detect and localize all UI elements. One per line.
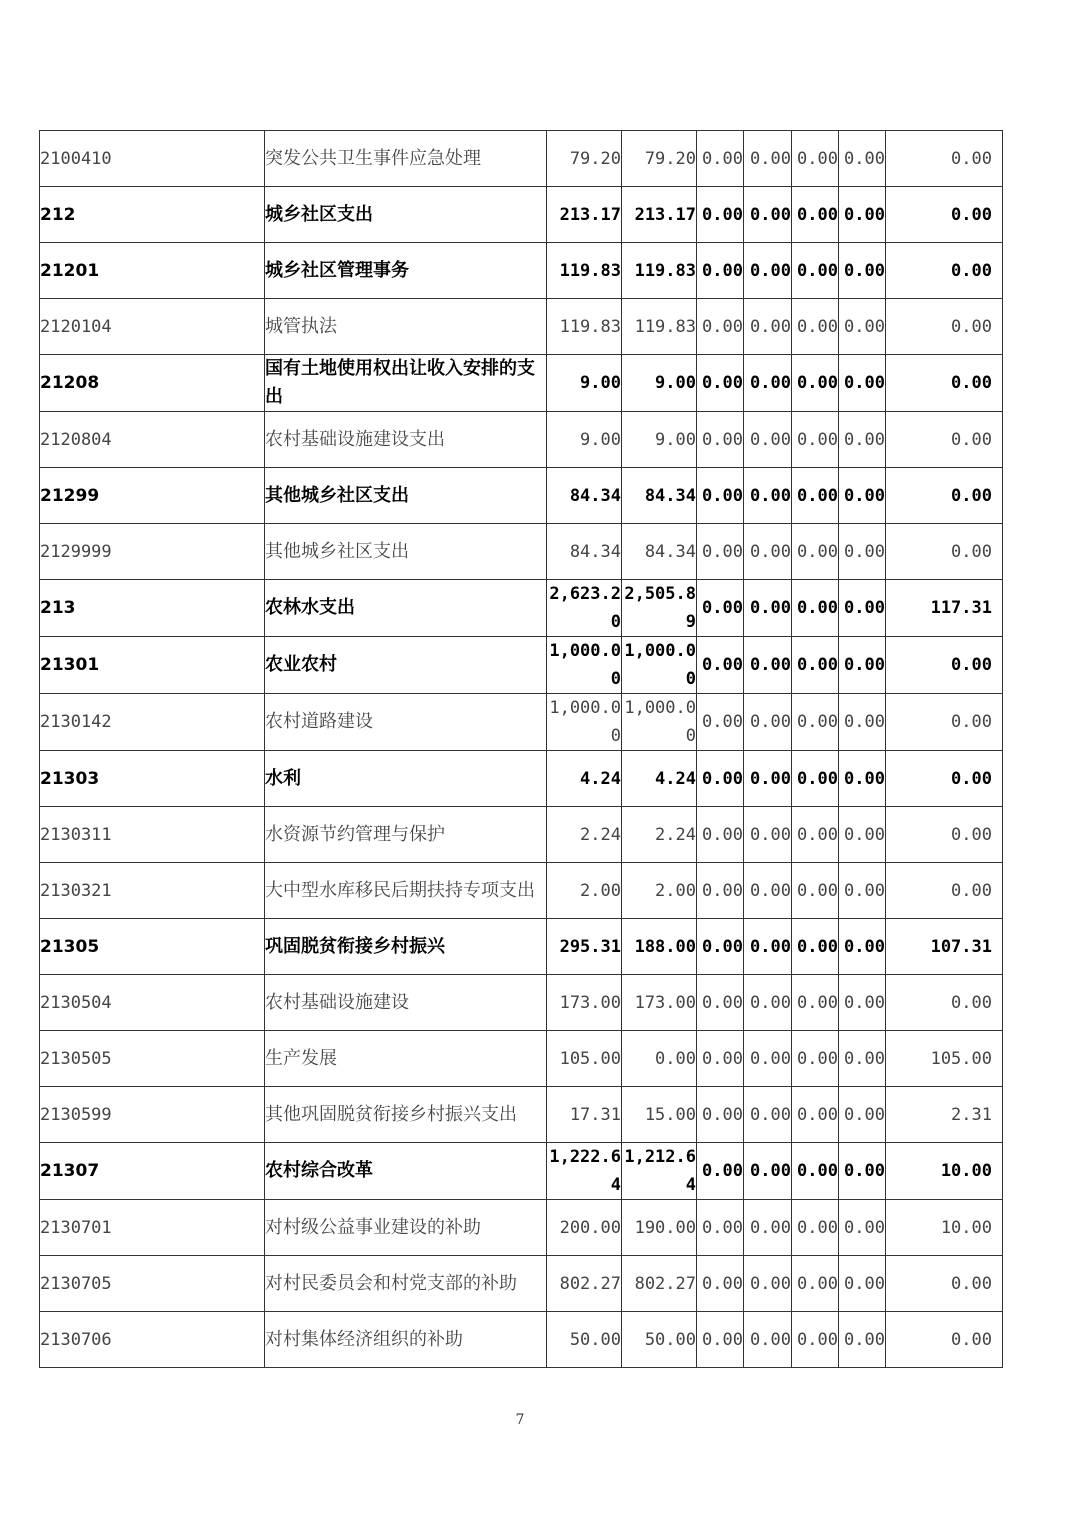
basic-expenditure: 2,505.89 <box>622 580 697 637</box>
subject-code: 21201 <box>40 243 265 299</box>
subject-name: 农村道路建设 <box>265 694 547 751</box>
project-expenditure: 0.00 <box>886 694 1003 751</box>
col-5-amount: 0.00 <box>792 637 839 694</box>
project-expenditure: 2.31 <box>886 1087 1003 1143</box>
col-4-amount: 0.00 <box>744 637 792 694</box>
col-4-amount: 0.00 <box>744 807 792 863</box>
subject-name: 对村民委员会和村党支部的补助 <box>265 1256 547 1312</box>
col-6-amount: 0.00 <box>839 863 886 919</box>
table-row <box>40 580 1003 637</box>
col-4-amount: 0.00 <box>744 1087 792 1143</box>
col-5-amount: 0.00 <box>792 919 839 975</box>
basic-expenditure: 119.83 <box>622 299 697 355</box>
col-4-amount: 0.00 <box>744 1312 792 1368</box>
col-4-amount: 0.00 <box>744 355 792 412</box>
table-row <box>40 1143 1003 1200</box>
col-6-amount: 0.00 <box>839 131 886 187</box>
col-6-amount: 0.00 <box>839 975 886 1031</box>
project-expenditure: 0.00 <box>886 187 1003 243</box>
total-amount: 9.00 <box>547 355 622 412</box>
project-expenditure: 0.00 <box>886 975 1003 1031</box>
project-expenditure: 0.00 <box>886 355 1003 412</box>
subject-name: 对村集体经济组织的补助 <box>265 1312 547 1368</box>
page-number: 7 <box>515 1412 525 1428</box>
col-4-amount: 0.00 <box>744 131 792 187</box>
col-3-amount: 0.00 <box>697 1312 744 1368</box>
col-3-amount: 0.00 <box>697 524 744 580</box>
col-5-amount: 0.00 <box>792 1200 839 1256</box>
subject-code: 2130706 <box>40 1312 265 1368</box>
col-3-amount: 0.00 <box>697 243 744 299</box>
col-3-amount: 0.00 <box>697 863 744 919</box>
col-3-amount: 0.00 <box>697 1143 744 1200</box>
basic-expenditure: 15.00 <box>622 1087 697 1143</box>
total-amount: 1,000.00 <box>547 694 622 751</box>
basic-expenditure: 173.00 <box>622 975 697 1031</box>
project-expenditure: 105.00 <box>886 1031 1003 1087</box>
table-row <box>40 1031 1003 1087</box>
project-expenditure: 0.00 <box>886 468 1003 524</box>
table-row <box>40 975 1003 1031</box>
col-5-amount: 0.00 <box>792 131 839 187</box>
col-5-amount: 0.00 <box>792 524 839 580</box>
col-3-amount: 0.00 <box>697 751 744 807</box>
subject-code: 2130599 <box>40 1087 265 1143</box>
subject-name: 农村基础设施建设 <box>265 975 547 1031</box>
project-expenditure: 0.00 <box>886 1312 1003 1368</box>
col-4-amount: 0.00 <box>744 1256 792 1312</box>
project-expenditure: 0.00 <box>886 863 1003 919</box>
col-5-amount: 0.00 <box>792 751 839 807</box>
total-amount: 84.34 <box>547 524 622 580</box>
project-expenditure: 0.00 <box>886 751 1003 807</box>
table-row <box>40 355 1003 412</box>
total-amount: 17.31 <box>547 1087 622 1143</box>
col-4-amount: 0.00 <box>744 243 792 299</box>
subject-code: 2130321 <box>40 863 265 919</box>
subject-code: 21301 <box>40 637 265 694</box>
table-row <box>40 1312 1003 1368</box>
project-expenditure: 0.00 <box>886 1256 1003 1312</box>
col-5-amount: 0.00 <box>792 1031 839 1087</box>
table-row <box>40 412 1003 468</box>
project-expenditure: 0.00 <box>886 637 1003 694</box>
total-amount: 200.00 <box>547 1200 622 1256</box>
col-5-amount: 0.00 <box>792 1312 839 1368</box>
subject-name: 其他巩固脱贫衔接乡村振兴支出 <box>265 1087 547 1143</box>
total-amount: 84.34 <box>547 468 622 524</box>
basic-expenditure: 50.00 <box>622 1312 697 1368</box>
table-row <box>40 299 1003 355</box>
col-4-amount: 0.00 <box>744 1031 792 1087</box>
subject-code: 212 <box>40 187 265 243</box>
col-6-amount: 0.00 <box>839 751 886 807</box>
table-row <box>40 807 1003 863</box>
subject-code: 2100410 <box>40 131 265 187</box>
subject-code: 2120104 <box>40 299 265 355</box>
col-6-amount: 0.00 <box>839 580 886 637</box>
total-amount: 50.00 <box>547 1312 622 1368</box>
total-amount: 9.00 <box>547 412 622 468</box>
col-6-amount: 0.00 <box>839 1200 886 1256</box>
col-6-amount: 0.00 <box>839 1312 886 1368</box>
subject-name: 水利 <box>265 751 547 807</box>
total-amount: 802.27 <box>547 1256 622 1312</box>
subject-name: 生产发展 <box>265 1031 547 1087</box>
col-6-amount: 0.00 <box>839 694 886 751</box>
col-3-amount: 0.00 <box>697 580 744 637</box>
total-amount: 79.20 <box>547 131 622 187</box>
col-3-amount: 0.00 <box>697 919 744 975</box>
total-amount: 173.00 <box>547 975 622 1031</box>
col-4-amount: 0.00 <box>744 975 792 1031</box>
col-4-amount: 0.00 <box>744 919 792 975</box>
col-6-amount: 0.00 <box>839 1143 886 1200</box>
basic-expenditure: 802.27 <box>622 1256 697 1312</box>
total-amount: 119.83 <box>547 243 622 299</box>
basic-expenditure: 2.24 <box>622 807 697 863</box>
table-row <box>40 131 1003 187</box>
col-5-amount: 0.00 <box>792 807 839 863</box>
subject-name: 其他城乡社区支出 <box>265 524 547 580</box>
budget-table <box>39 130 1003 1368</box>
col-5-amount: 0.00 <box>792 694 839 751</box>
subject-name: 巩固脱贫衔接乡村振兴 <box>265 919 547 975</box>
total-amount: 119.83 <box>547 299 622 355</box>
basic-expenditure: 2.00 <box>622 863 697 919</box>
col-4-amount: 0.00 <box>744 187 792 243</box>
subject-code: 2130142 <box>40 694 265 751</box>
col-4-amount: 0.00 <box>744 468 792 524</box>
total-amount: 2.00 <box>547 863 622 919</box>
col-5-amount: 0.00 <box>792 1143 839 1200</box>
col-6-amount: 0.00 <box>839 299 886 355</box>
subject-name: 其他城乡社区支出 <box>265 468 547 524</box>
basic-expenditure: 119.83 <box>622 243 697 299</box>
col-5-amount: 0.00 <box>792 1256 839 1312</box>
subject-name: 农业农村 <box>265 637 547 694</box>
subject-name: 农村综合改革 <box>265 1143 547 1200</box>
total-amount: 2,623.20 <box>547 580 622 637</box>
subject-code: 213 <box>40 580 265 637</box>
col-6-amount: 0.00 <box>839 919 886 975</box>
total-amount: 2.24 <box>547 807 622 863</box>
subject-code: 21208 <box>40 355 265 412</box>
subject-name: 城管执法 <box>265 299 547 355</box>
col-6-amount: 0.00 <box>839 807 886 863</box>
subject-name: 突发公共卫生事件应急处理 <box>265 131 547 187</box>
col-4-amount: 0.00 <box>744 524 792 580</box>
project-expenditure: 0.00 <box>886 807 1003 863</box>
table-row <box>40 637 1003 694</box>
col-4-amount: 0.00 <box>744 694 792 751</box>
col-6-amount: 0.00 <box>839 187 886 243</box>
basic-expenditure: 190.00 <box>622 1200 697 1256</box>
subject-code: 2130505 <box>40 1031 265 1087</box>
table-row <box>40 694 1003 751</box>
subject-code: 21305 <box>40 919 265 975</box>
project-expenditure: 0.00 <box>886 243 1003 299</box>
basic-expenditure: 1,212.64 <box>622 1143 697 1200</box>
col-3-amount: 0.00 <box>697 1087 744 1143</box>
subject-code: 2130705 <box>40 1256 265 1312</box>
col-6-amount: 0.00 <box>839 355 886 412</box>
col-3-amount: 0.00 <box>697 807 744 863</box>
project-expenditure: 0.00 <box>886 299 1003 355</box>
col-6-amount: 0.00 <box>839 412 886 468</box>
subject-name: 城乡社区支出 <box>265 187 547 243</box>
basic-expenditure: 0.00 <box>622 1031 697 1087</box>
col-3-amount: 0.00 <box>697 412 744 468</box>
basic-expenditure: 84.34 <box>622 524 697 580</box>
col-4-amount: 0.00 <box>744 1200 792 1256</box>
col-4-amount: 0.00 <box>744 412 792 468</box>
subject-name: 城乡社区管理事务 <box>265 243 547 299</box>
table-row <box>40 187 1003 243</box>
col-4-amount: 0.00 <box>744 580 792 637</box>
col-5-amount: 0.00 <box>792 243 839 299</box>
table-row <box>40 1087 1003 1143</box>
table-row <box>40 1256 1003 1312</box>
basic-expenditure: 213.17 <box>622 187 697 243</box>
subject-name: 农林水支出 <box>265 580 547 637</box>
col-3-amount: 0.00 <box>697 299 744 355</box>
table-row <box>40 1200 1003 1256</box>
subject-code: 21299 <box>40 468 265 524</box>
total-amount: 1,222.64 <box>547 1143 622 1200</box>
project-expenditure: 10.00 <box>886 1200 1003 1256</box>
subject-code: 2120804 <box>40 412 265 468</box>
col-3-amount: 0.00 <box>697 131 744 187</box>
total-amount: 295.31 <box>547 919 622 975</box>
total-amount: 1,000.00 <box>547 637 622 694</box>
table-row <box>40 863 1003 919</box>
col-3-amount: 0.00 <box>697 1031 744 1087</box>
col-5-amount: 0.00 <box>792 975 839 1031</box>
col-3-amount: 0.00 <box>697 1256 744 1312</box>
table-row <box>40 243 1003 299</box>
subject-name: 对村级公益事业建设的补助 <box>265 1200 547 1256</box>
col-4-amount: 0.00 <box>744 299 792 355</box>
col-5-amount: 0.00 <box>792 863 839 919</box>
project-expenditure: 117.31 <box>886 580 1003 637</box>
subject-code: 21307 <box>40 1143 265 1200</box>
subject-code: 2129999 <box>40 524 265 580</box>
col-5-amount: 0.00 <box>792 468 839 524</box>
table-row <box>40 751 1003 807</box>
col-3-amount: 0.00 <box>697 1200 744 1256</box>
basic-expenditure: 84.34 <box>622 468 697 524</box>
project-expenditure: 0.00 <box>886 412 1003 468</box>
project-expenditure: 10.00 <box>886 1143 1003 1200</box>
col-6-amount: 0.00 <box>839 1256 886 1312</box>
total-amount: 213.17 <box>547 187 622 243</box>
col-6-amount: 0.00 <box>839 243 886 299</box>
total-amount: 105.00 <box>547 1031 622 1087</box>
basic-expenditure: 4.24 <box>622 751 697 807</box>
table-body <box>40 131 1003 1368</box>
col-5-amount: 0.00 <box>792 580 839 637</box>
subject-code: 2130311 <box>40 807 265 863</box>
col-6-amount: 0.00 <box>839 468 886 524</box>
total-amount: 4.24 <box>547 751 622 807</box>
col-5-amount: 0.00 <box>792 1087 839 1143</box>
basic-expenditure: 9.00 <box>622 355 697 412</box>
project-expenditure: 0.00 <box>886 524 1003 580</box>
basic-expenditure: 188.00 <box>622 919 697 975</box>
col-6-amount: 0.00 <box>839 524 886 580</box>
table-row <box>40 524 1003 580</box>
project-expenditure: 107.31 <box>886 919 1003 975</box>
col-3-amount: 0.00 <box>697 187 744 243</box>
col-3-amount: 0.00 <box>697 694 744 751</box>
table-row <box>40 468 1003 524</box>
subject-code: 21303 <box>40 751 265 807</box>
col-3-amount: 0.00 <box>697 975 744 1031</box>
col-4-amount: 0.00 <box>744 1143 792 1200</box>
col-5-amount: 0.00 <box>792 299 839 355</box>
basic-expenditure: 9.00 <box>622 412 697 468</box>
basic-expenditure: 1,000.00 <box>622 694 697 751</box>
col-6-amount: 0.00 <box>839 637 886 694</box>
table-row <box>40 919 1003 975</box>
basic-expenditure: 1,000.00 <box>622 637 697 694</box>
col-5-amount: 0.00 <box>792 412 839 468</box>
col-3-amount: 0.00 <box>697 637 744 694</box>
col-6-amount: 0.00 <box>839 1031 886 1087</box>
col-4-amount: 0.00 <box>744 863 792 919</box>
col-3-amount: 0.00 <box>697 468 744 524</box>
subject-name: 国有土地使用权出让收入安排的支出 <box>265 355 547 412</box>
col-3-amount: 0.00 <box>697 355 744 412</box>
project-expenditure: 0.00 <box>886 131 1003 187</box>
subject-name: 水资源节约管理与保护 <box>265 807 547 863</box>
col-5-amount: 0.00 <box>792 355 839 412</box>
subject-code: 2130701 <box>40 1200 265 1256</box>
col-5-amount: 0.00 <box>792 187 839 243</box>
col-4-amount: 0.00 <box>744 751 792 807</box>
subject-name: 大中型水库移民后期扶持专项支出 <box>265 863 547 919</box>
basic-expenditure: 79.20 <box>622 131 697 187</box>
col-6-amount: 0.00 <box>839 1087 886 1143</box>
subject-code: 2130504 <box>40 975 265 1031</box>
subject-name: 农村基础设施建设支出 <box>265 412 547 468</box>
